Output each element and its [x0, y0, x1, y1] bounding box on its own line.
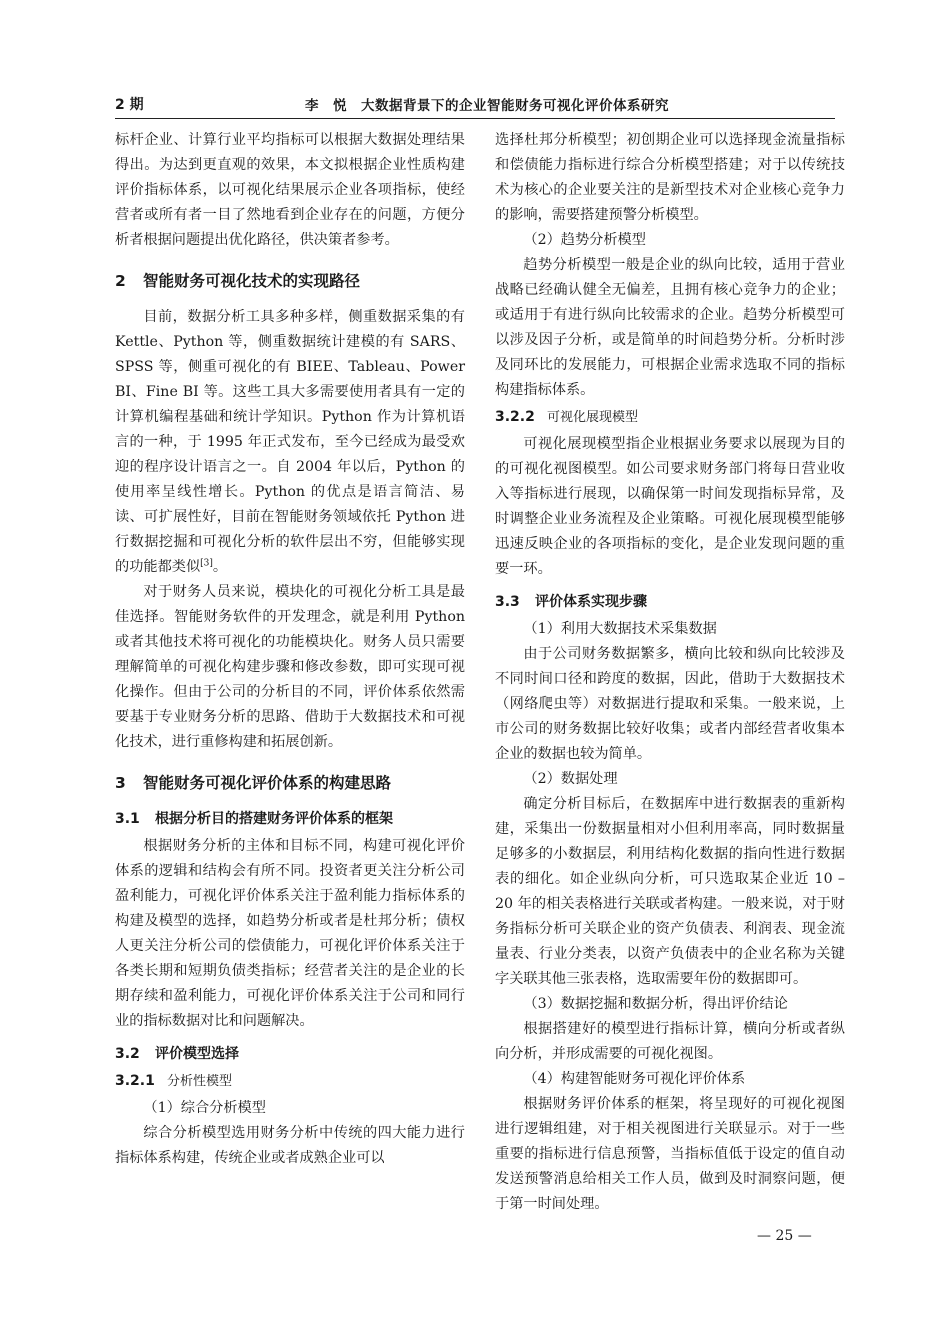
paragraph: 趋势分析模型一般是企业的纵向比较，适用于营业战略已经确认健全无偏差，且拥有核心竞争力的企业；或适用于有进行纵向比较需求的企业。趋势分析模型可以涉及因子分析，或是简单的时间趋势分析。分析时涉及同环比的发展能力，可根据企业需求选取不同的指标构建指标体系。: [495, 257, 845, 398]
header-rule: [115, 118, 835, 119]
subsection-number: 3.2: [115, 1046, 140, 1062]
citation-ref: [3]: [200, 558, 213, 569]
list-heading: （3）数据挖掘和数据分析，得出评价结论: [523, 996, 788, 1012]
paragraph: 选择杜邦分析模型；初创期企业可以选择现金流量指标和偿债能力指标进行综合分析模型搭建；对于以传统技术为核心的企业要关注的是新型技术对企业核心竞争力的影响，需要搭建预警分析模型。: [495, 132, 845, 223]
paragraph: 根据搭建好的模型进行指标计算，横向分析或者纵向分析，并形成需要的可视化视图。: [495, 1021, 845, 1062]
section-heading-2: [115, 269, 465, 293]
list-heading: （4）构建智能财务可视化评价体系: [523, 1071, 746, 1087]
list-heading: （2）趋势分析模型: [523, 232, 646, 248]
list-heading: （1）利用大数据技术采集数据: [523, 621, 717, 637]
paragraph: [115, 305, 465, 580]
section-number: 2: [115, 272, 126, 290]
paragraph: 可视化展现模型指企业根据业务要求以展现为目的的可视化视图模型。如公司要求财务部门将每日营业收入等指标进行展现，以确保第一时间发现指标异常，及时调整企业业务流程及企业策略。可视化展现模型能够迅速反映企业的各项指标的变化，是企业发现问题的重要一环。: [495, 436, 845, 577]
page-number: — 25 —: [757, 1228, 812, 1244]
subsubsection-title: 可视化展现模型: [547, 410, 639, 425]
subsection-heading-3-1: [115, 807, 465, 832]
subsection-number: 3.3: [495, 594, 520, 610]
subsubsection-heading-3-2-2: [495, 405, 845, 430]
subsection-number: 3.1: [115, 811, 140, 827]
paragraph: 对于财务人员来说，模块化的可视化分析工具是最佳选择。智能财务软件的开发理念，就是利用 Python 或者其他技术将可视化的功能模块化。财务人员只需要理解简单的可视化构建步骤和修改参数，即可实现可视化操作。但由于公司的分析目的不同，评价体系依然需要基于专业财务分析的思路、借助于大数据技术和可视化技术，进行重修构建和拓展创新。: [115, 584, 465, 750]
paragraph-text: 目前，数据分析工具多种多样，侧重数据采集的有 Kettle、Python 等，侧重数据统计建模的有 SARS、SPSS 等，侧重可视化的有 BIEE、Tableau、Power BI、Fine BI 等。这些工具大多需要使用者具有一定的计算机编程基础和统计学知识。Python 作为计算机语言的一种，于 1995 年正式发布，至今已经成为最受欢迎的程序设计语言之一。自 2004 年以后，Python 的使用率呈线性增长。Python 的优点是语言简洁、易读、可扩展性好，目前在智能财务领域依托 Python 进行数据挖掘和可视化分析的软件层出不穷，但能够实现的功能都类似: [115, 309, 465, 575]
paragraph: 根据财务分析的主体和目标不同，构建可视化评价体系的逻辑和结构会有所不同。投资者更关注分析公司盈利能力，可视化评价体系关注于盈利能力指标体系的构建及模型的选择，如趋势分析或者是杜邦分析；债权人更关注分析公司的偿债能力，可视化评价体系关注于各类长期和短期负债类指标；经营者关注的是企业的长期存续和盈利能力，可视化评价体系关注于公司和同行业的指标数据对比和问题解决。: [115, 838, 465, 1029]
section-heading-3: [115, 771, 465, 795]
subsubsection-number: 3.2.2: [495, 409, 535, 425]
paragraph-end: 。: [212, 559, 228, 575]
list-heading: （1）综合分析模型: [143, 1100, 266, 1116]
subsubsection-heading-3-2-1: [115, 1069, 465, 1094]
subsection-heading-3-3: [495, 590, 845, 615]
section-number: 3: [115, 774, 126, 792]
subsection-title: 评价模型选择: [155, 1046, 239, 1062]
subsection-title: 根据分析目的搭建财务评价体系的框架: [155, 811, 393, 827]
paragraph: 根据财务评价体系的框架，将呈现好的可视化视图进行逻辑组建，对于相关视图进行关联显示。对于一些重要的指标进行信息预警，当指标值低于设定的值自动发送预警消息给相关工作人员，做到及时洞察问题，便于第一时间处理。: [495, 1096, 845, 1212]
paragraph: 标杆企业、计算行业平均指标可以根据大数据处理结果得出。为达到更直观的效果，本文拟根据企业性质构建评价指标体系，以可视化结果展示企业各项指标，使经营者或所有者一目了然地看到企业存在的问题，方便分析者根据问题提出优化路径，供决策者参考。: [115, 132, 465, 248]
section-title: 智能财务可视化评价体系的构建思路: [143, 774, 392, 792]
paragraph: 由于公司财务数据繁多，横向比较和纵向比较涉及不同时间口径和跨度的数据，因此，借助于大数据技术（网络爬虫等）对数据进行提取和采集。一般来说，上市公司的财务数据比较好收集；或者内部经营者收集本企业的数据也较为简单。: [495, 646, 845, 762]
left-column: [115, 128, 465, 1171]
list-heading: （2）数据处理: [523, 771, 618, 787]
subsubsection-number: 3.2.1: [115, 1073, 155, 1089]
running-header: [115, 94, 835, 116]
subsection-heading-3-2: [115, 1042, 465, 1067]
paragraph: 综合分析模型选用财务分析中传统的四大能力进行指标体系构建，传统企业或者成熟企业可以: [115, 1125, 465, 1166]
subsection-title: 评价体系实现步骤: [535, 594, 647, 610]
section-title: 智能财务可视化技术的实现路径: [143, 272, 361, 290]
paragraph: 确定分析目标后，在数据库中进行数据表的重新构建，采集出一份数据量相对小但利用率高，同时数据量足够多的小数据层，利用结构化数据的指向性进行数据表的细化。如企业纵向分析，可只选取某企业近 10 – 20 年的相关表格进行关联或者构建。一般来说，对于财务指标分析可关联企业的资产负债表、利润表、现金流量表、行业分类表，以资产负债表中的企业名称为关键字关联其他三张表格，选取需要年份的数据即可。: [495, 796, 845, 987]
subsubsection-title: 分析性模型: [167, 1074, 233, 1089]
issue-number: 2 期: [115, 97, 144, 113]
running-title: 李 悦 大数据背景下的企业智能财务可视化评价体系研究: [305, 98, 669, 114]
right-column: [495, 128, 845, 1217]
